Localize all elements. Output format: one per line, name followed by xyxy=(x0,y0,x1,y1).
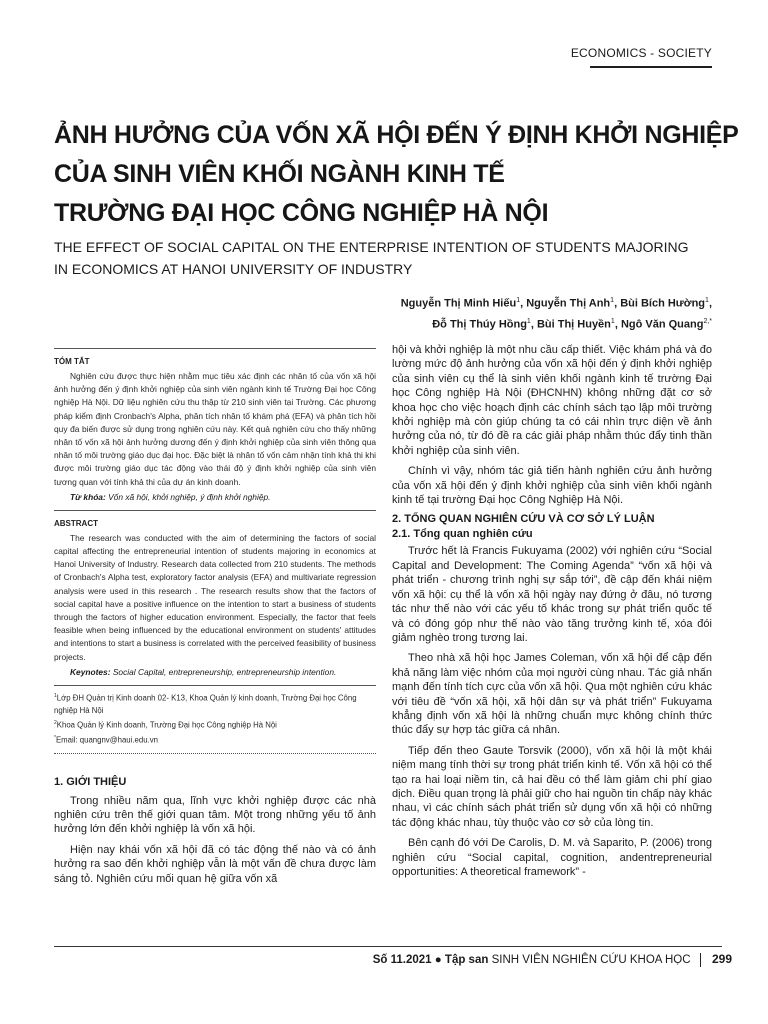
summary-body xyxy=(54,370,376,489)
title-vietnamese xyxy=(54,116,739,233)
footer-separator xyxy=(700,953,701,967)
author-name: Bùi Thị Huyền xyxy=(536,318,611,331)
summary-heading: TÓM TẮT xyxy=(54,357,90,366)
section-2-body xyxy=(392,544,712,879)
author-affil: 1 xyxy=(610,297,615,304)
right-paragraph-0: hội và khởi nghiệp là một nhu cầu cấp thiết. Việc khám phá và đo lường mức độ ảnh hưởng của vốn xã hội đến ý định khởi nghiệp của sinh viên cụ thể là sinh viên khối ngành kinh tế trường Đại học Công nghiệp Hà Nội (ĐHCNHN) không những đặt cơ sở khoa học cho việc hoạch định các chính sách tạo lập môi trường khởi nghiệp mà còn giúp chúng ta có cái nhìn trực diện về ảnh hưởng của nó, từ đó đề ra các giải pháp nhằm thúc đẩy tinh thần khởi nghiệp của sinh viên. xyxy=(392,344,712,457)
abstract-rule xyxy=(54,510,376,511)
section-label: ECONOMICS - SOCIETY xyxy=(570,46,712,60)
footnote-3 xyxy=(54,732,376,747)
page-number: 299 xyxy=(711,952,732,966)
author-affil: 1 xyxy=(526,317,531,325)
intro-paragraph-1: Trong nhiều năm qua, lĩnh vực khởi nghiệp được các nhà nghiên cứu trên thế giới quan tâm. Một trong những yếu tố ảnh hưởng lớn đến khởi nghiệp là vốn xã hội. xyxy=(54,794,376,836)
header-rule xyxy=(590,66,712,68)
title-vi-line-2: CỦA SINH VIÊN KHỐI NGÀNH KINH TẾ xyxy=(54,160,505,188)
summary-rule xyxy=(54,348,376,349)
footnote-marker: * xyxy=(54,735,56,742)
author-name: Nguyễn Thị Minh Hiếu xyxy=(400,297,517,310)
title-english xyxy=(54,236,734,280)
intro-body xyxy=(54,794,376,886)
author-affil: 1 xyxy=(705,297,709,304)
page-footer xyxy=(373,952,732,967)
abstract-body xyxy=(54,532,376,664)
author-name: Bùi Bích Hường xyxy=(620,297,706,310)
footnote-text: Lớp ĐH Quản trị Kinh doanh 02- K13, Khoa Quản lý kinh doanh, Trường Đại học Công nghiệp Hà Nội xyxy=(54,693,357,716)
journal-prefix: Tập san xyxy=(444,954,489,966)
intro-heading: 1. GIỚI THIỆU xyxy=(54,775,127,788)
title-en-line-1: THE EFFECT OF SOCIAL CAPITAL ON THE ENTERPRISE INTENTION OF STUDENTS MAJORING xyxy=(54,239,689,255)
footnote-rule xyxy=(54,685,376,686)
bullet-icon: ● xyxy=(434,954,442,966)
right-paragraph-1: Chính vì vậy, nhóm tác giả tiến hành nghiên cứu ảnh hưởng của vốn xã hội đến ý định khởi nghiệp của sinh viên khối ngành kinh tế tại trường Đại học Công Nghiệp Hà Nội. xyxy=(392,465,712,507)
keynotes-label: Keynotes: xyxy=(70,666,111,677)
footnote-end-rule xyxy=(54,753,376,754)
journal-name: SINH VIÊN NGHIÊN CỨU KHOA HỌC xyxy=(491,954,691,966)
footnote-1 xyxy=(54,690,376,718)
right-column xyxy=(392,343,712,885)
author-name: Nguyễn Thị Anh xyxy=(526,297,611,310)
title-vi-line-3: TRƯỜNG ĐẠI HỌC CÔNG NGHIỆP HÀ NỘI xyxy=(54,199,549,227)
keywords-label: Từ khóa: xyxy=(70,491,106,502)
issue-number: Số 11.2021 xyxy=(372,954,432,966)
author-line-2: Đỗ Thị Thúy Hồng$^1$, Bùi Thị Huyền$^1$, Ngô Văn Quang$^{2,*}$ xyxy=(432,317,712,331)
right-paragraph-2: Trước hết là Francis Fukuyama (2002) với nghiên cứu “Social Capital and Development: The Coming Agenda” “vốn xã hội và phát triển - chương trình nghị sự sắp tới”, đề cập đến khái niệm vốn xã hội: cụ thể là vốn xã hội ngày nay đứng ở đâu, nó tương tác như thế nào với các yếu tố khác trong sự phát triển quốc tế và có đóng góp như thế nào vào tăng trưởng kinh tế, xóa đói giảm nghèo trong tương lai. xyxy=(392,545,712,644)
right-paragraph-3: Theo nhà xã hội học James Coleman, vốn xã hội để cập đến khả năng làm việc nhóm của mọi người cùng nhau. Tác giả nhấn mạnh đến tính tích cực của vốn xã hội. Qua một nghiên cứu khác với tiêu đề “vốn xã hội, xã hội dân sự và phát triển” Fukuyama khẳng định vốn xã hội là những chuẩn mực không chính thức thúc đẩy sự hợp tác giữa cá nhân. xyxy=(392,652,712,737)
author-affil: 2,* xyxy=(703,317,712,325)
author-name: Đỗ Thị Thúy Hồng xyxy=(432,318,527,331)
right-paragraph-4: Tiếp đến theo Gaute Torsvik (2000), vốn xã hội là một khái niệm mang tính thời sự trong phát triển kinh tế. Vốn xã hội có thể tạo ra hai loại niềm tin, cả hai đều có thể làm giảm chi phí giao dịch. Điều quan trọng là phải giữ cho hai nguồn tin chấp này khác nhau, vì các chính sách phát triển sử dụng vốn xã hội có những tác động khác nhau, tùy thuộc vào cơ sở của lòng tin. xyxy=(392,744,712,829)
summary-keywords xyxy=(54,491,376,504)
footnote-marker: 2 xyxy=(54,720,57,727)
intro-paragraph-2: Hiện nay khái vốn xã hội đã có tác động thế nào và có ảnh hưởng ra sao đến khởi nghiệp vẫn là một vấn đề chưa được làm sáng tỏ. Nghiên cứu mối quan hệ giữa vốn xã xyxy=(54,843,376,885)
title-vi-line-1: ẢNH HƯỞNG CỦA VỐN XÃ HỘI ĐẾN Ý ĐỊNH KHỞI NGHIỆP xyxy=(54,121,739,149)
author-list xyxy=(401,292,712,333)
section-2-1-heading: 2.1. Tổng quan nghiên cứu xyxy=(392,528,533,541)
footnote-text: Email: quangnv@haui.edu.vn xyxy=(55,735,158,745)
left-column xyxy=(54,348,376,892)
author-name: Ngô Văn Quang xyxy=(620,318,704,331)
abstract-keywords xyxy=(54,666,376,679)
footnote-marker: 1 xyxy=(54,692,57,699)
right-body xyxy=(392,343,712,507)
author-affil: 1 xyxy=(610,317,615,325)
summary-text: Nghiên cứu được thực hiện nhằm mục tiêu xác định các nhân tố của vốn xã hội ảnh hưởng đến ý định khởi nghiệp của sinh viên ngành kinh tế Trường Đại học Công nghiệp Hà Nội. Dữ liệu nghiên cứu thu thập từ 210 sinh viên tại Trường. Các phương pháp kiểm định Cronbach's Alpha, phân tích nhân tố khám phá (EFA) và phân tích hồi quy đa biến được sử dụng trong nghiên cứu này. Kết quả nghiên cứu cho thấy những nhân tố vốn xã hội ảnh hưởng dương đến ý định khởi nghiệp của sinh viên thông qua nhân tố môi trường giáo dục đại học. Đặc biệt là nhân tố vốn cảm nhận tính khả thi khi được môi trường giáo dục tác động vào thái độ ý định khởi nghiệp của sinh viên tương quan với tính khả thi của dự án kinh doanh. xyxy=(54,371,376,487)
abstract-text: The research was conducted with the aim of determining the factors of social capital affecting the entrepreneurial intention of students majoring in economics at Hanoi University of Industry. Research data collected from 210 students. The methods of Cronbach's Alpha test, exploratory factor analysis (EFA) and multivariate regression analysis were used in this research . The research results show that the factors of social capital have a positive influence on the intention to start a business of students through the factors of higher education environment. Especially, the factor that feels feasible when being influenced by the educational environment on students' attitudes and intentions to start a business is correlated with the perceived feasibility of business projects. xyxy=(54,532,376,662)
section-2-heading: 2. TỔNG QUAN NGHIÊN CỨU VÀ CƠ SỞ LÝ LUẬN xyxy=(392,513,655,526)
footer-rule xyxy=(54,946,722,947)
footnotes xyxy=(54,690,376,747)
abstract-heading: ABSTRACT xyxy=(54,518,98,528)
title-en-line-2: IN ECONOMICS AT HANOI UNIVERSITY OF INDUSTRY xyxy=(54,261,413,277)
keynotes-text: Social Capital, entrepreneurship, entrepreneurship intention. xyxy=(110,666,337,677)
author-affil: 1 xyxy=(516,297,521,304)
right-paragraph-5: Bên cạnh đó với De Carolis, D. M. và Saparito, P. (2006) trong nghiên cứu “Social capital, cognition, andentrepreneurial opportunities: A theoretical framework” - xyxy=(392,837,712,878)
footnote-2 xyxy=(54,717,376,732)
author-line-1: Nguyễn Thị Minh Hiếu$^1$, Nguyễn Thị Anh$^1$, Bùi Bích Hường$^1$, xyxy=(400,297,712,310)
footnote-text: Khoa Quản lý Kinh doanh, Trường Đại học Công nghiệp Hà Nội xyxy=(56,721,277,731)
keywords-text: Vốn xã hội, khởi nghiệp, ý định khởi nghiệp. xyxy=(105,491,271,502)
